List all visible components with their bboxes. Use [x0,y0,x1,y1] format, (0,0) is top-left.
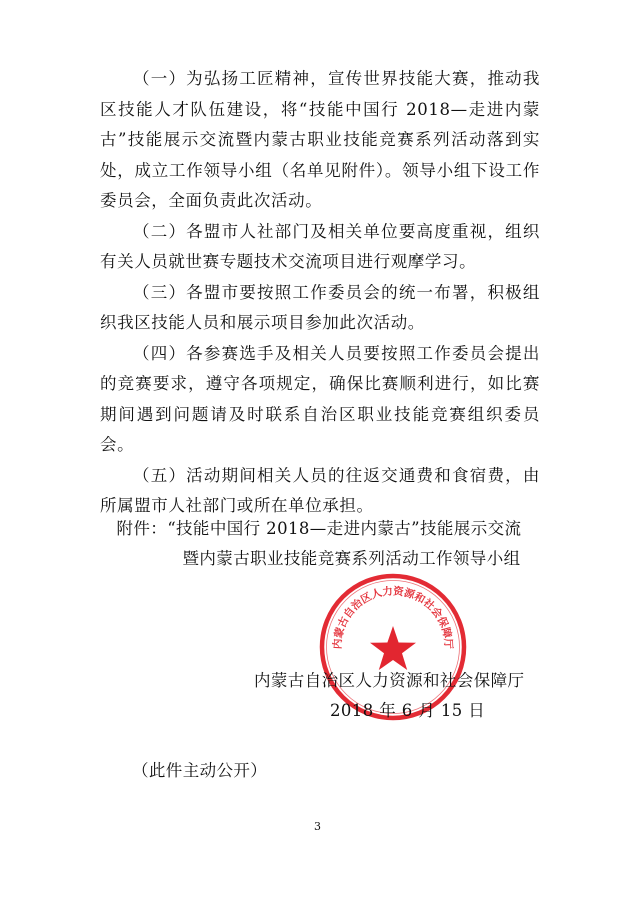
attachment-line-2: 暨内蒙古职业技能竞赛系列活动工作领导小组 [182,549,521,568]
body-text [100,64,540,522]
paragraph-1: （一）为弘扬工匠精神，宣传世界技能大赛，推动我区技能人才队伍建设，将“技能中国行 2018—走进内蒙古”技能展示交流暨内蒙古职业技能竞赛系列活动落到实处，成立工作领导小组（名单见附件）。领导小组下设工作委员会，全面负责此次活动。 [100,69,540,210]
attachment-line-1: 附件：“技能中国行 2018—走进内蒙古”技能展示交流 [116,519,522,538]
attachment-note [100,514,545,574]
seal-text: 内蒙古自治区人力资源和社会保障厅 [331,585,455,650]
disclosure-note: （此件主动公开） [132,761,268,780]
paragraph-4: （四）各参赛选手及相关人员要按照工作委员会提出的竞赛要求，遵守各项规定，确保比赛顺利进行，如比赛期间遇到问题请及时联系自治区职业技能竞赛组织委员会。 [100,343,540,454]
paragraph-3: （三）各盟市要按照工作委员会的统一布署，积极组织我区技能人员和展示项目参加此次活动。 [100,282,540,332]
issue-date: 2018 年 6 月 15 日 [330,701,486,720]
paragraph-5: （五）活动期间相关人员的往返交通费和食宿费，由所属盟市人社部门或所在单位承担。 [100,465,540,515]
paragraph-2: （二）各盟市人社部门及相关单位要高度重视，组织有关人员就世赛专题技术交流项目进行观摩学习。 [100,221,540,271]
signature-block [254,666,554,726]
issuing-organization: 内蒙古自治区人力资源和社会保障厅 [254,671,525,690]
page-number: 3 [314,820,321,833]
